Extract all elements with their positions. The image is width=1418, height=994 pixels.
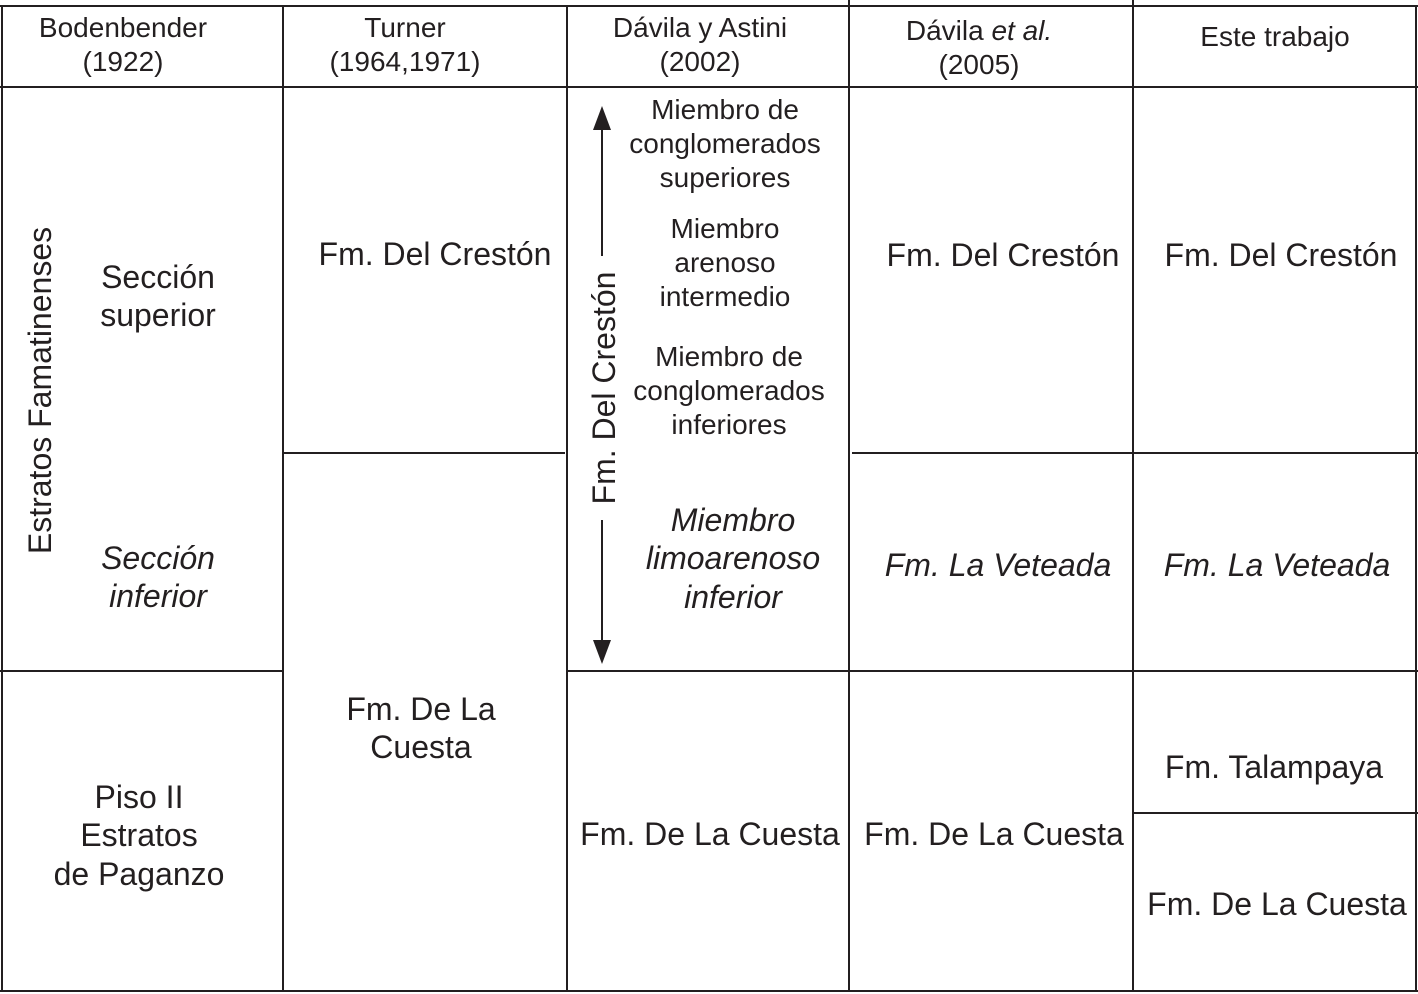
este-trabajo-talampaya [1134,748,1414,786]
header-et-al: et al. [991,15,1053,46]
seccion-inferior [58,539,258,616]
davila2005-del-creston-text: Fm. Del Crestón [886,237,1120,273]
header-turner [284,11,526,79]
member-inf-line2: conglomerados [633,374,825,406]
davila2005-la-veteada [850,546,1146,584]
header-este-trabajo-label: Este trabajo [1200,21,1350,52]
divider-talampaya [1134,812,1418,814]
table-border-top [0,5,1418,7]
member-sup-line3: superiores [659,161,791,193]
piso-ii-line2: Estratos [80,817,198,854]
header-turner-year: (1964,1971) [329,46,481,78]
este-trabajo-del-creston-text: Fm. Del Crestón [1164,237,1398,273]
member-limo-line3: inferior [684,578,782,615]
member-int-line3: intermedio [659,280,791,312]
este-trabajo-la-veteada [1134,546,1418,584]
este-trabajo-del-creston [1134,236,1418,274]
member-arenoso-intermedio [614,212,836,314]
header-davila-et-al-author: Dávila [905,15,992,46]
davila-astini-de-la-cuesta-text: Fm. De La Cuesta [580,816,840,852]
turner-del-creston-text: Fm. Del Crestón [318,236,552,272]
table-border-bottom [0,990,1418,992]
member-limoarenoso-inferior [618,501,848,616]
header-davila-astini-author: Dávila y Astini [612,12,788,43]
divider-davila2005-upper [852,452,1418,454]
header-davila-et-al-year: (2005) [938,49,1020,81]
table-border-left [1,5,3,992]
member-conglomerados-inferiores [618,340,840,442]
header-bodenbender-author: Bodenbender [38,12,208,43]
seccion-inferior-line2: inferior [109,578,207,615]
header-turner-author: Turner [364,12,446,43]
estratos-famatinenses-label [20,218,60,563]
column-divider-1 [282,5,284,992]
piso-ii-estratos-de-paganzo [14,778,264,893]
davila2005-la-veteada-text: Fm. La Veteada [884,547,1112,583]
header-bodenbender [3,11,243,79]
member-int-line1: Miembro [670,213,780,244]
member-inf-line1: Miembro de [655,341,803,372]
este-trabajo-de-la-cuesta-text: Fm. De La Cuesta [1147,886,1407,922]
member-sup-line2: conglomerados [629,127,821,159]
este-trabajo-de-la-cuesta [1136,885,1418,923]
table-border-right [1415,5,1417,992]
member-inf-line3: inferiores [671,408,787,440]
davila-astini-de-la-cuesta [568,815,852,853]
member-conglomerados-superiores [614,93,836,195]
estratos-famatinenses-text: Estratos Famatinenses [22,226,58,555]
divider-cuesta-boundary [567,670,1418,672]
header-davila-et-al [850,14,1108,82]
member-int-line2: arenoso [674,246,776,278]
header-este-trabajo [1134,20,1416,54]
seccion-superior-line1: Sección [101,259,215,295]
divider-bodenbender-lower [0,670,283,672]
header-davila-astini [568,11,832,79]
member-limo-line1: Miembro [670,502,796,538]
header-davila-astini-year: (2002) [659,46,741,78]
davila2005-del-creston [850,236,1156,274]
este-trabajo-talampaya-text: Fm. Talampaya [1164,749,1384,785]
turner-de-la-cuesta-line2: Cuesta [370,729,472,766]
divider-turner-upper [283,452,565,454]
seccion-superior [58,258,258,335]
davila2005-de-la-cuesta-text: Fm. De La Cuesta [864,816,1124,852]
este-trabajo-la-veteada-text: Fm. La Veteada [1163,547,1391,583]
piso-ii-line3: de Paganzo [53,855,225,892]
turner-de-la-cuesta-line1: Fm. De La [346,691,496,727]
piso-ii-line1: Piso II [94,779,184,815]
member-limo-line2: limoarenoso [645,540,821,577]
seccion-superior-line2: superior [100,297,216,334]
header-bodenbender-year: (1922) [82,46,164,78]
davila2005-de-la-cuesta [852,815,1136,853]
seccion-inferior-line1: Sección [101,540,215,576]
arrow-head-down-icon [593,640,611,664]
turner-de-la-cuesta [284,690,558,767]
turner-del-creston [284,235,586,273]
member-sup-line1: Miembro de [651,94,799,125]
davila-astini-formation-text: Fm. Del Crestón [586,271,622,505]
header-divider [0,86,1418,88]
